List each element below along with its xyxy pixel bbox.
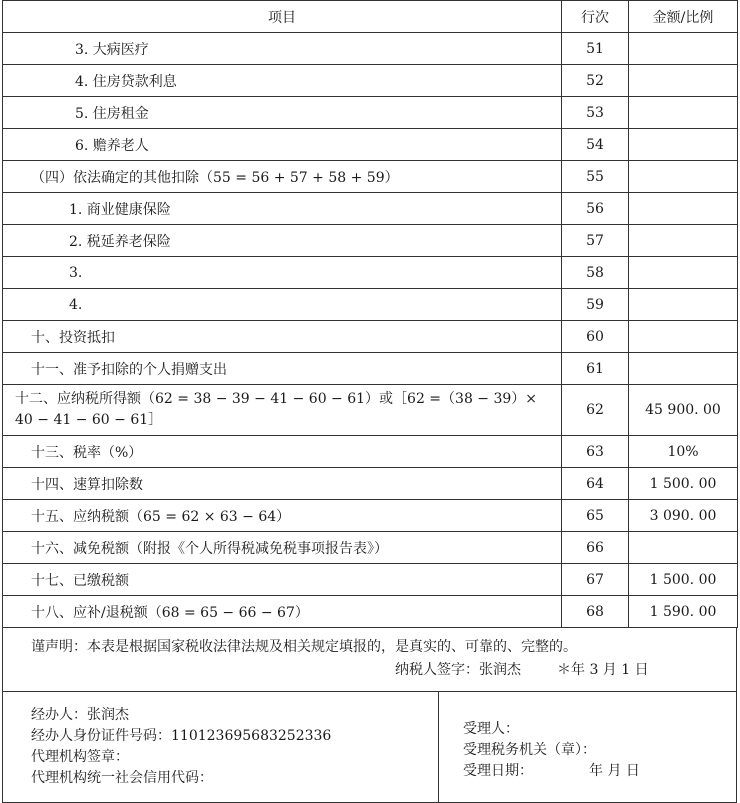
row-item: 十二、应纳税所得额（62 = 38 − 39 − 41 − 60 − 61）或［62 =（38 − 39）× 40 − 41 − 60 − 61］ (3, 385, 562, 436)
row-amount[interactable] (629, 225, 738, 257)
table-row (3, 193, 738, 225)
row-amount[interactable] (629, 161, 738, 193)
row-line-number: 58 (562, 257, 629, 289)
row-item: 2. 税延养老保险 (3, 225, 562, 257)
handler-id: 经办人身份证件号码：110123695683252336 (31, 728, 332, 744)
row-item: 十三、税率（%） (3, 436, 562, 468)
signature-line (395, 659, 649, 679)
row-item: 十八、应补/退税额（68 = 65 − 66 − 67） (3, 596, 562, 628)
table-row (3, 161, 738, 193)
row-item: 十五、应纳税额（65 = 62 × 63 − 64） (3, 500, 562, 532)
receiver: 受理人： (463, 721, 519, 737)
row-amount[interactable] (629, 532, 738, 564)
taxpayer-signature: 纳税人签字：张润杰 (395, 662, 521, 678)
tax-return-form (2, 0, 737, 803)
row-line-number: 62 (562, 385, 629, 436)
receive-date-label: 受理日期： (463, 763, 533, 779)
table-row (3, 385, 738, 436)
row-item: 4. (3, 289, 562, 321)
row-line-number: 61 (562, 353, 629, 385)
table-row (3, 257, 738, 289)
row-amount[interactable] (629, 97, 738, 129)
receive-date-parts: 年 月 日 (589, 763, 640, 779)
row-amount[interactable]: 1 500. 00 (629, 468, 738, 500)
table-row (3, 353, 738, 385)
row-item: 4. 住房贷款利息 (3, 65, 562, 97)
row-amount[interactable] (629, 33, 738, 65)
table-row (3, 321, 738, 353)
header-amount: 金额/比例 (629, 1, 738, 33)
table-header-row (3, 1, 738, 33)
header-line-number: 行次 (562, 1, 629, 33)
row-amount[interactable]: 1 500. 00 (629, 564, 738, 596)
row-amount[interactable]: 3 090. 00 (629, 500, 738, 532)
row-item: 6. 赡养老人 (3, 129, 562, 161)
row-amount[interactable]: 1 590. 00 (629, 596, 738, 628)
table-row (3, 436, 738, 468)
row-item: （四）依法确定的其他扣除（55 = 56 + 57 + 58 + 59） (3, 161, 562, 193)
row-amount[interactable] (629, 353, 738, 385)
table-row (3, 532, 738, 564)
row-amount[interactable] (629, 129, 738, 161)
row-amount[interactable] (629, 193, 738, 225)
row-line-number: 54 (562, 129, 629, 161)
row-line-number: 65 (562, 500, 629, 532)
row-line-number: 56 (562, 193, 629, 225)
table-row (3, 596, 738, 628)
table-row (3, 468, 738, 500)
row-line-number: 53 (562, 97, 629, 129)
row-item: 3. (3, 257, 562, 289)
row-item: 十七、已缴税额 (3, 564, 562, 596)
row-line-number: 60 (562, 321, 629, 353)
row-amount[interactable]: 45 900. 00 (629, 385, 738, 436)
declaration-statement: 谨声明：本表是根据国家税收法律法规及相关规定填报的，是真实的、可靠的、完整的。 (31, 639, 577, 655)
table-row (3, 33, 738, 65)
declaration-section (2, 628, 737, 692)
handler: 经办人：张润杰 (31, 707, 129, 723)
row-item: 3. 大病医疗 (3, 33, 562, 65)
row-line-number: 55 (562, 161, 629, 193)
row-item: 1. 商业健康保险 (3, 193, 562, 225)
table-row (3, 129, 738, 161)
table-row (3, 97, 738, 129)
table-row (3, 65, 738, 97)
row-line-number: 57 (562, 225, 629, 257)
table-row (3, 564, 738, 596)
tax-table (2, 0, 738, 628)
declaration-date: ＊年 3 月 1 日 (557, 662, 649, 678)
table-row (3, 289, 738, 321)
row-line-number: 68 (562, 596, 629, 628)
row-amount[interactable] (629, 289, 738, 321)
row-line-number: 52 (562, 65, 629, 97)
row-item: 十一、准予扣除的个人捐赠支出 (3, 353, 562, 385)
agency-credit-code: 代理机构统一社会信用代码： (31, 770, 213, 786)
row-item: 十四、速算扣除数 (3, 468, 562, 500)
header-item: 项目 (3, 1, 562, 33)
tax-office: 受理税务机关（章）： (463, 742, 596, 758)
row-amount[interactable] (629, 257, 738, 289)
tax-office-info (439, 692, 736, 802)
row-line-number: 66 (562, 532, 629, 564)
row-amount[interactable] (629, 65, 738, 97)
row-line-number: 59 (562, 289, 629, 321)
footer-section (2, 692, 737, 803)
row-item: 十六、减免税额（附报《个人所得税减免税事项报告表》） (3, 532, 562, 564)
row-line-number: 63 (562, 436, 629, 468)
row-amount[interactable]: 10% (629, 436, 738, 468)
receive-date (463, 761, 736, 782)
table-row (3, 225, 738, 257)
row-item: 5. 住房租金 (3, 97, 562, 129)
row-line-number: 64 (562, 468, 629, 500)
row-line-number: 67 (562, 564, 629, 596)
row-line-number: 51 (562, 33, 629, 65)
row-item: 十、投资抵扣 (3, 321, 562, 353)
agent-info (3, 692, 439, 802)
agency-seal: 代理机构签章： (31, 749, 129, 765)
table-row (3, 500, 738, 532)
row-amount[interactable] (629, 321, 738, 353)
